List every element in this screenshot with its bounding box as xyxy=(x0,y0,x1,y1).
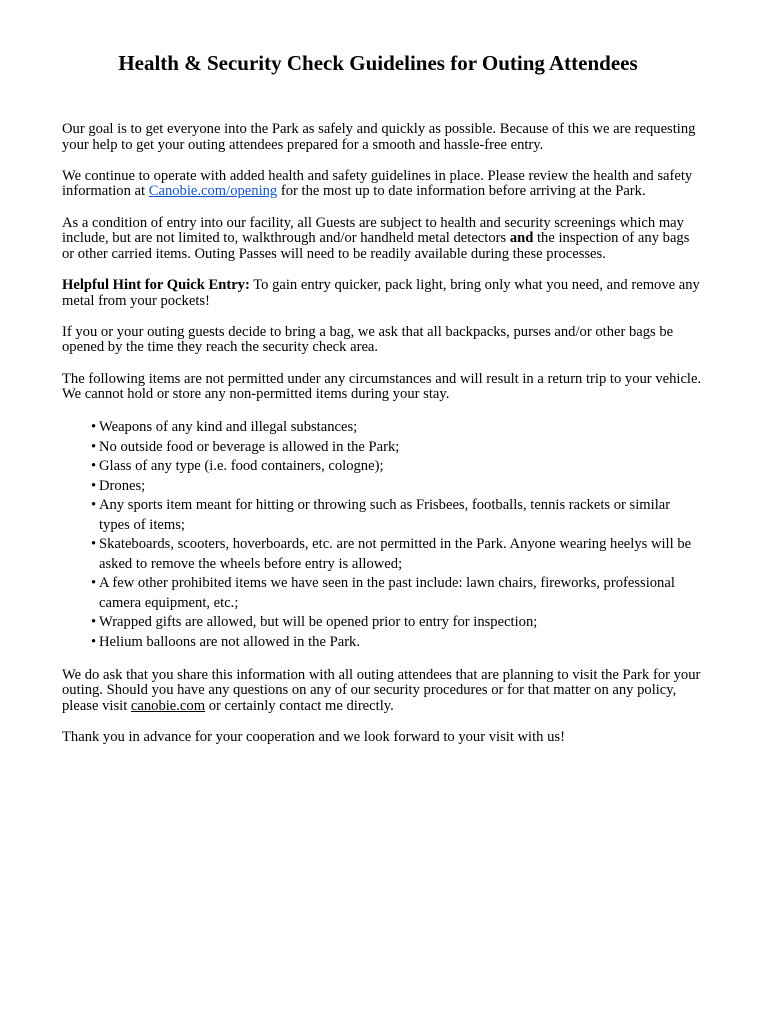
list-item xyxy=(91,418,697,438)
bullet-icon: • xyxy=(91,575,97,592)
list-item-text: Glass of any type (i.e. food containers, cologne); xyxy=(99,458,384,475)
guidelines-text-end: for the most up to date information before arriving at the Park. xyxy=(277,183,646,200)
document-body xyxy=(62,122,702,761)
bag-paragraph: If you or your outing guests decide to bring a bag, we ask that all backpacks, purses and/or other bags be opened by the time they reach the security check area. xyxy=(62,323,674,356)
bullet-icon: • xyxy=(91,497,97,514)
guidelines-paragraph xyxy=(62,169,702,200)
list-item-text: Wrapped gifts are allowed, but will be opened prior to entry for inspection; xyxy=(99,614,538,631)
list-item xyxy=(91,438,697,458)
prohibited-items-list xyxy=(91,418,697,652)
share-info-text-end: or certainly contact me directly. xyxy=(205,698,394,715)
helpful-hint-label: Helpful Hint for Quick Entry: xyxy=(62,276,250,293)
bullet-icon: • xyxy=(91,633,97,650)
list-item xyxy=(91,613,697,633)
screening-text-start: As a condition of entry into our facility, all Guests are subject to health and security screenings which may include, but are not limited to, walkthrough and/or handheld metal detectors xyxy=(62,214,684,247)
list-item xyxy=(91,496,697,535)
canobie-home-link[interactable]: canobie.com xyxy=(130,698,206,715)
screening-paragraph xyxy=(62,216,702,263)
list-item-text: Drones; xyxy=(99,477,146,494)
share-info-paragraph xyxy=(62,668,702,715)
bullet-icon: • xyxy=(91,614,97,631)
bullet-icon: • xyxy=(91,438,97,455)
prohibited-intro-paragraph: The following items are not permitted under any circumstances and will result in a return trip to your vehicle. We cannot hold or store any non-permitted items during your stay. xyxy=(62,370,702,403)
list-item-text: No outside food or beverage is allowed in the Park; xyxy=(99,438,400,455)
list-item-text: Weapons of any kind and illegal substances; xyxy=(99,419,358,436)
share-info-text-start: We do ask that you share this information with all outing attendees that are planning to visit the Park for your outing. Should you have any questions on any of our security procedures or for that matter on any policy, please visit xyxy=(62,666,701,715)
helpful-hint-text: To gain entry quicker, pack light, bring only what you need, and remove any metal from your pockets! xyxy=(62,276,700,309)
list-item-text: Skateboards, scooters, hoverboards, etc. are not permitted in the Park. Anyone wearing heelys will be asked to remove the wheels before entry is allowed; xyxy=(99,536,692,572)
bullet-icon: • xyxy=(91,458,97,475)
list-item xyxy=(91,633,697,653)
bullet-icon: • xyxy=(91,477,97,494)
list-item xyxy=(91,574,697,613)
thank-you-paragraph: Thank you in advance for your cooperation and we look forward to your visit with us! xyxy=(62,729,565,746)
list-item xyxy=(91,457,697,477)
list-item-text: Helium balloons are not allowed in the Park. xyxy=(99,633,361,650)
screening-bold-and: and xyxy=(509,230,534,247)
list-item-text: A few other prohibited items we have seen in the past include: lawn chairs, fireworks, professional camera equipment, etc.; xyxy=(99,575,675,611)
list-item xyxy=(91,535,697,574)
bullet-icon: • xyxy=(91,419,97,436)
list-item xyxy=(91,477,697,497)
bullet-icon: • xyxy=(91,536,97,553)
guidelines-text-start: We continue to operate with added health and safety guidelines in place. Please review the health and safety information at xyxy=(62,167,693,200)
helpful-hint-paragraph xyxy=(62,278,702,309)
intro-paragraph: Our goal is to get everyone into the Park as safely and quickly as possible. Because of this we are requesting your help to get your outing attendees prepared for a smooth and hassle-free entry. xyxy=(62,121,696,153)
document-title: Health & Security Check Guidelines for Outing Attendees xyxy=(118,51,638,75)
canobie-opening-link[interactable]: Canobie.com/opening xyxy=(148,183,278,200)
screening-text-end: the inspection of any bags or other carried items. Outing Passes will need to be readily available during these processes. xyxy=(62,230,690,262)
list-item-text: Any sports item meant for hitting or throwing such as Frisbees, footballs, tennis rackets or similar types of items; xyxy=(99,497,671,533)
